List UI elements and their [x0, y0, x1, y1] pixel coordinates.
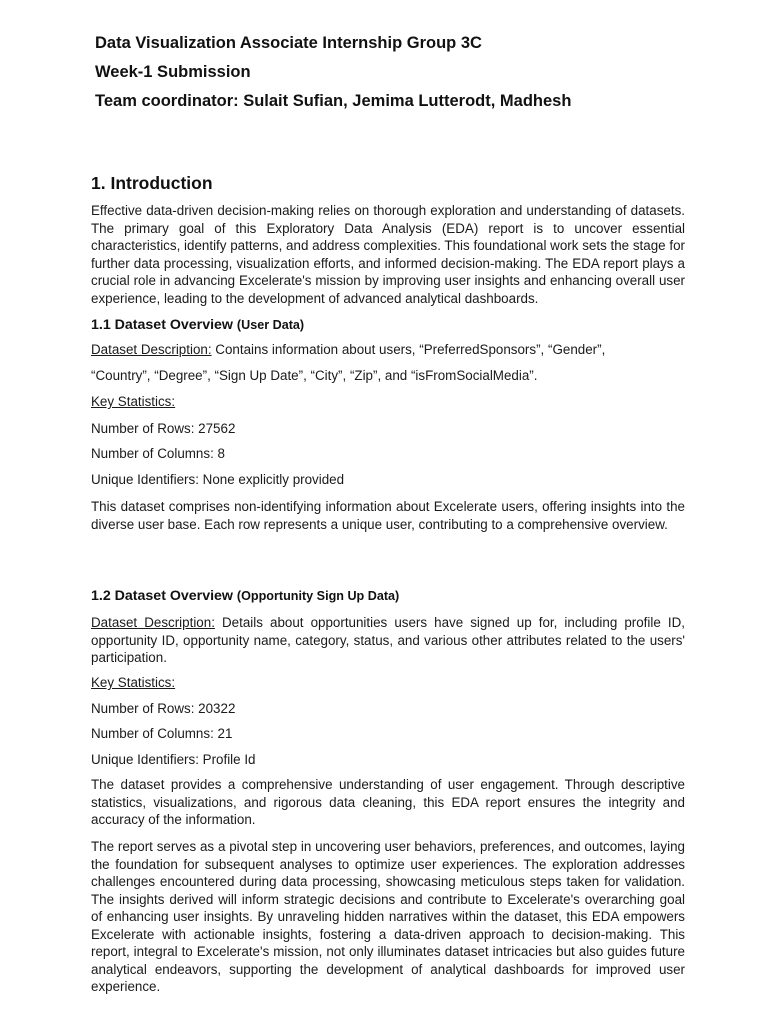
- section-1-2-heading: [91, 588, 399, 604]
- introduction-heading: 1. Introduction: [91, 173, 213, 193]
- section-1-2-identifiers: Unique Identifiers: Profile Id: [91, 752, 256, 767]
- team-coordinator-line: Team coordinator: Sulait Sufian, Jemima Lutterodt, Madhesh: [95, 92, 572, 110]
- section-1-1-key-stats-label: Key Statistics:: [91, 394, 176, 409]
- doc-title-line: Data Visualization Associate Internship Group 3C: [95, 34, 482, 52]
- doc-subtitle-line: Week-1 Submission: [95, 63, 251, 81]
- section-1-1-identifiers: Unique Identifiers: None explicitly provided: [91, 472, 345, 487]
- section-1-1-heading: [91, 317, 304, 333]
- section-1-2-rows: Number of Rows: 20322: [91, 701, 236, 716]
- section-1-1-description-cont: “Country”, “Degree”, “Sign Up Date”, “City”, “Zip”, and “isFromSocialMedia”.: [91, 368, 538, 383]
- section-1-2-key-stats-label: Key Statistics:: [91, 675, 176, 690]
- description-text: Details about opportunities users have signed up for, including profile ID, opportunity ID, opportunity name, category, status, and various other attributes related to the users' participation.: [91, 615, 685, 665]
- section-1-2-title: 1.2 Dataset Overview: [91, 588, 233, 604]
- section-1-1-description: [91, 341, 605, 359]
- section-1-1-subtitle: (User Data): [236, 318, 305, 332]
- section-1-2-paragraph-2: The report serves as a pivotal step in uncovering user behaviors, preferences, and outcomes, laying the foundation for subsequent analyses to optimize user experiences. The exploration addresses challenges encountered during data processing, showcasing meticulous steps taken for validation. The insights derived will inform strategic decisions and contribute to Excelerate's overarching goal of enhancing user insights. By unraveling hidden narratives within the dataset, this EDA empowers Excelerate with actionable insights, fostering a data-driven approach to decision-making. This report, integral to Excelerate's mission, not only illuminates dataset intricacies but also guides future analytical endeavors, supporting the development of analytical dashboards for improved user experience.: [91, 839, 685, 994]
- description-text: Contains information about users, “PreferredSponsors”, “Gender”,: [211, 342, 606, 357]
- section-1-2-columns: Number of Columns: 21: [91, 726, 233, 741]
- description-label: Dataset Description:: [91, 615, 215, 630]
- section-1-2-subtitle: (Opportunity Sign Up Data): [236, 589, 400, 603]
- description-label: Dataset Description:: [91, 342, 212, 357]
- section-1-1-title: 1.1 Dataset Overview: [91, 317, 233, 333]
- section-1-1-rows: Number of Rows: 27562: [91, 421, 236, 436]
- section-1-2-description: [91, 614, 685, 667]
- section-1-1-paragraph: This dataset comprises non-identifying information about Excelerate users, offering insights into the diverse user base. Each row represents a unique user, contributing to a comprehensive overview.: [91, 499, 685, 532]
- introduction-paragraph: Effective data-driven decision-making relies on thorough exploration and understanding of datasets. The primary goal of this Exploratory Data Analysis (EDA) report is to uncover essential characteristics, identify patterns, and address complexities. This foundational work sets the stage for further data processing, visualization efforts, and informed decision-making. The EDA report plays a crucial role in advancing Excelerate's mission by improving user insights and enhancing overall user experience, leading to the development of advanced analytical dashboards.: [91, 203, 685, 306]
- section-1-2-paragraph-1: The dataset provides a comprehensive understanding of user engagement. Through descriptive statistics, visualizations, and rigorous data cleaning, this EDA report ensures the integrity and accuracy of the information.: [91, 777, 685, 827]
- section-1-1-columns: Number of Columns: 8: [91, 446, 225, 461]
